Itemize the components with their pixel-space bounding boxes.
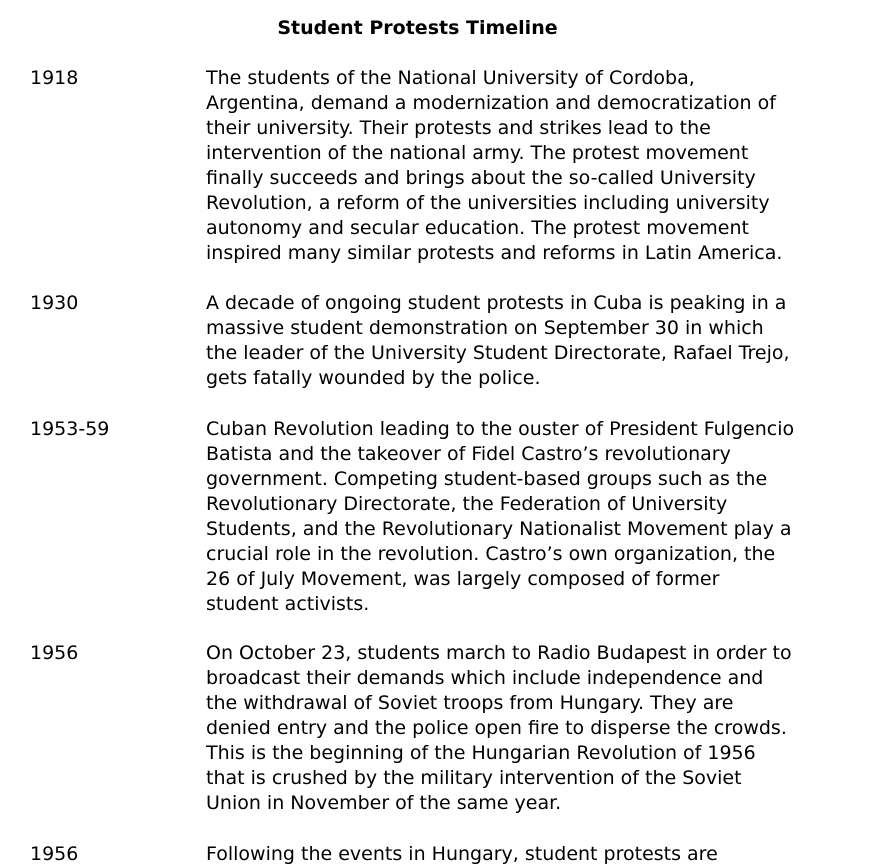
entry-description xyxy=(206,842,846,867)
entry-year: 1956 xyxy=(30,642,79,664)
page-title: Student Protests Timeline xyxy=(277,17,558,39)
description-line: intervention of the national army. The protest movement xyxy=(206,142,749,164)
description-line: A decade of ongoing student protests in Cuba is peaking in a xyxy=(206,292,787,314)
description-line: Students, and the Revolutionary Nationalist Movement play a xyxy=(206,518,792,540)
description-line: that is crushed by the military intervention of the Soviet xyxy=(206,767,742,789)
description-line: Revolutionary Directorate, the Federation of University xyxy=(206,493,728,515)
description-line: Union in November of the same year. xyxy=(206,792,562,814)
entry-year: 1953-59 xyxy=(30,418,110,440)
description-line: Following the events in Hungary, student protests are xyxy=(206,843,718,865)
description-line: Cuban Revolution leading to the ouster of President Fulgencio xyxy=(206,418,795,440)
description-line: broadcast their demands which include independence and xyxy=(206,667,764,689)
description-line: their university. Their protests and strikes lead to the xyxy=(206,117,711,139)
description-line: massive student demonstration on September 30 in which xyxy=(206,317,764,339)
description-line: the withdrawal of Soviet troops from Hungary. They are xyxy=(206,692,734,714)
description-line: Argentina, demand a modernization and democratization of xyxy=(206,92,776,114)
description-line: Revolution, a reform of the universities including university xyxy=(206,192,770,214)
entry-description xyxy=(206,66,846,266)
entry-description xyxy=(206,291,846,391)
description-line: gets fatally wounded by the police. xyxy=(206,367,541,389)
description-line: inspired many similar protests and reforms in Latin America. xyxy=(206,242,783,264)
description-line: student activists. xyxy=(206,593,370,615)
description-line: On October 23, students march to Radio Budapest in order to xyxy=(206,642,792,664)
description-line: autonomy and secular education. The protest movement xyxy=(206,217,749,239)
description-line: denied entry and the police open fire to disperse the crowds. xyxy=(206,717,787,739)
entry-year: 1956 xyxy=(30,843,79,865)
description-line: government. Competing student-based groups such as the xyxy=(206,468,768,490)
description-line: the leader of the University Student Directorate, Rafael Trejo, xyxy=(206,342,790,364)
description-line: finally succeeds and brings about the so-called University xyxy=(206,167,756,189)
description-line: The students of the National University of Cordoba, xyxy=(206,67,695,89)
description-line: Batista and the takeover of Fidel Castro’s revolutionary xyxy=(206,443,731,465)
entry-description xyxy=(206,641,846,816)
entry-description xyxy=(206,417,846,617)
description-line: 26 of July Movement, was largely composed of former xyxy=(206,568,720,590)
entry-year: 1930 xyxy=(30,292,79,314)
entry-year: 1918 xyxy=(30,67,79,89)
description-line: This is the beginning of the Hungarian Revolution of 1956 xyxy=(206,742,756,764)
description-line: crucial role in the revolution. Castro’s own organization, the xyxy=(206,543,776,565)
